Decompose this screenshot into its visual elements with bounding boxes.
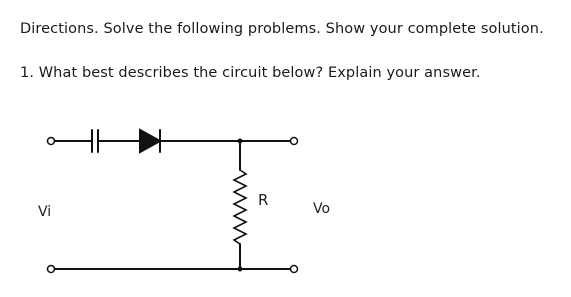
resistor-label: R	[258, 191, 269, 209]
output-voltage-label: Vo	[313, 201, 331, 217]
resistor-icon	[234, 170, 246, 244]
directions-text: Directions. Solve the following problems. Show your complete solution.	[20, 21, 544, 37]
output-bottom-terminal	[291, 266, 298, 273]
question-text: 1. What best describes the circuit below? Explain your answer.	[20, 65, 481, 81]
input-top-terminal	[48, 138, 55, 145]
output-top-terminal	[291, 138, 298, 145]
input-bottom-terminal	[48, 266, 55, 273]
junction-bottom	[238, 267, 243, 272]
input-voltage-label: Vi	[38, 204, 52, 220]
diode-icon	[140, 130, 160, 152]
